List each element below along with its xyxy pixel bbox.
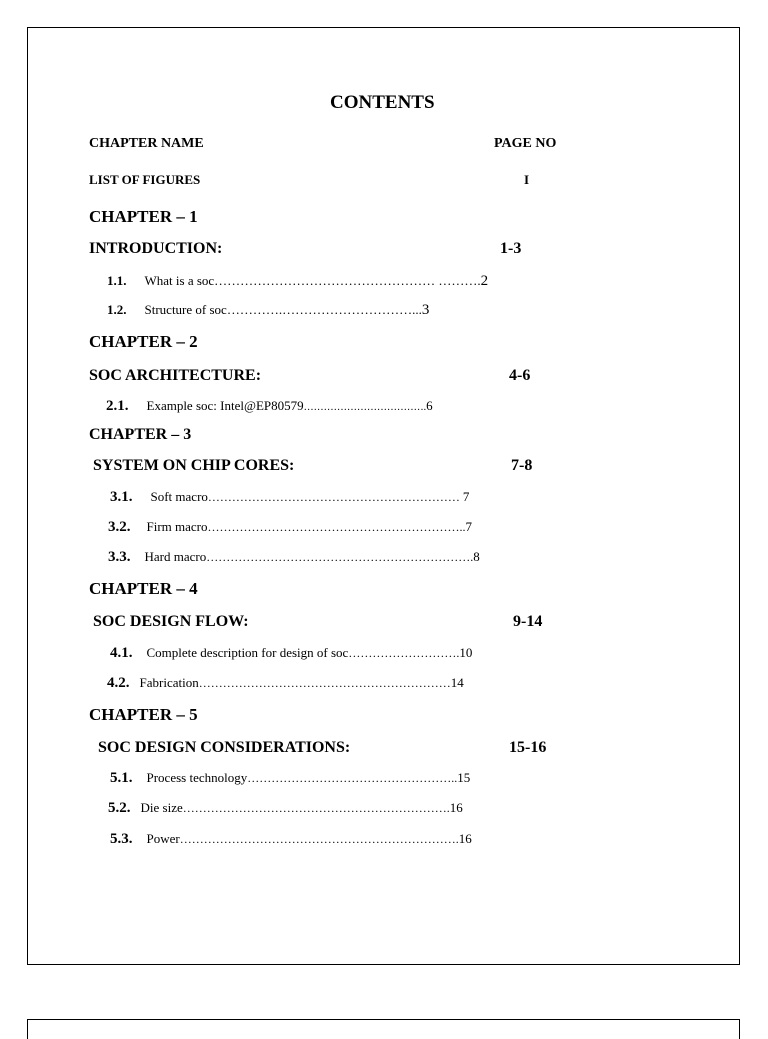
toc-entry-page: 7 [465,519,473,534]
toc-entry-page: 16 [449,800,463,815]
toc-entry-leader: …………………………………………………………. [182,801,450,815]
toc-entry-title: Process technology [146,770,248,785]
toc-entry [107,273,488,289]
toc-entry-page: 16 [458,831,472,846]
toc-entry-page: 2 [480,273,489,289]
chapter-5-label: CHAPTER – 5 [89,705,198,724]
toc-entry-number: 2.1. [106,398,129,414]
chapter-3-pages: 7-8 [511,457,533,474]
chapter-name-header: CHAPTER NAME [89,136,204,151]
toc-entry [107,675,464,691]
toc-entry-title: Soft macro [150,489,208,504]
toc-entry-title: Die size [140,800,183,815]
toc-entry-leader: …………………………………………… ………. [214,273,481,288]
toc-entry [108,800,463,816]
toc-entry-leader: ……………………………………………………… [198,676,451,690]
toc-entry-number: 5.2. [108,800,131,816]
list-of-figures-page: I [524,172,530,187]
toc-entry-leader: ……………………………………………………… [207,490,463,504]
toc-entry-page: 10 [459,645,473,660]
toc-entry-title: Example soc: Intel@EP80579 [146,398,304,413]
chapter-2-label: CHAPTER – 2 [89,332,198,351]
toc-entry-leader: ……………………………………………………………. [179,832,459,846]
chapter-2-pages: 4-6 [509,367,531,384]
chapter-1-heading: INTRODUCTION: [89,240,223,257]
toc-entry-page: 6 [426,398,433,413]
toc-entry-title: Firm macro [146,519,208,534]
toc-entry [110,489,469,505]
list-of-figures-label: LIST OF FIGURES [89,172,201,187]
toc-entry-leader: …………………………………………………………. [206,550,474,564]
toc-entry [110,770,470,786]
toc-entry-number: 3.1. [110,489,133,505]
chapter-5-heading: SOC DESIGN CONSIDERATIONS: [98,739,351,756]
toc-entry-number: 4.1. [110,645,133,661]
toc-entry [110,645,472,661]
toc-entry-number: 1.2. [107,302,127,317]
toc-entry-leader: …………………………………………….. [247,771,458,785]
toc-entry [108,519,472,535]
toc-entry-title: Complete description for design of soc [146,645,349,660]
toc-entry-leader: ………………………. [348,646,460,660]
chapter-3-heading: SYSTEM ON CHIP CORES: [93,457,295,474]
toc-entry-number: 5.1. [110,770,133,786]
contents-title: CONTENTS [330,92,435,113]
toc-entry-page: 8 [473,549,480,564]
toc-entry-page: 3 [421,302,430,318]
chapter-1-pages: 1-3 [500,240,522,257]
toc-entry-leader: ……………………………………………………….. [207,520,466,534]
toc-entry [106,398,433,414]
chapter-5-pages: 15-16 [509,739,547,756]
chapter-4-label: CHAPTER – 4 [89,579,198,598]
toc-entry-title: Structure of soc [144,302,227,317]
toc-entry-number: 4.2. [107,675,130,691]
toc-entry [110,831,472,847]
toc-entry [107,302,429,318]
toc-entry-page: 14 [450,675,464,690]
page-no-header: PAGE NO [494,136,557,151]
toc-entry-number: 3.2. [108,519,131,535]
toc-entry-number: 1.1. [107,273,127,288]
chapter-4-heading: SOC DESIGN FLOW: [93,613,249,630]
next-page-border [27,1019,740,1039]
toc-entry [108,549,480,565]
toc-entry-title: What is a soc [144,273,215,288]
toc-entry-title: Hard macro [144,549,207,564]
chapter-2-heading: SOC ARCHITECTURE: [89,367,262,384]
toc-entry-page: 15 [457,770,471,785]
toc-entry-number: 5.3. [110,831,133,847]
toc-entry-leader: ………….…………………………... [226,302,422,317]
chapter-1-label: CHAPTER – 1 [89,207,198,226]
toc-entry-number: 3.3. [108,549,131,565]
toc-entry-leader: ………………………………. [303,402,427,413]
toc-entry-title: Fabrication [139,675,199,690]
chapter-3-label: CHAPTER – 3 [89,426,192,443]
toc-entry-page: 7 [462,489,470,504]
chapter-4-pages: 9-14 [513,613,543,630]
toc-entry-title: Power [146,831,180,846]
